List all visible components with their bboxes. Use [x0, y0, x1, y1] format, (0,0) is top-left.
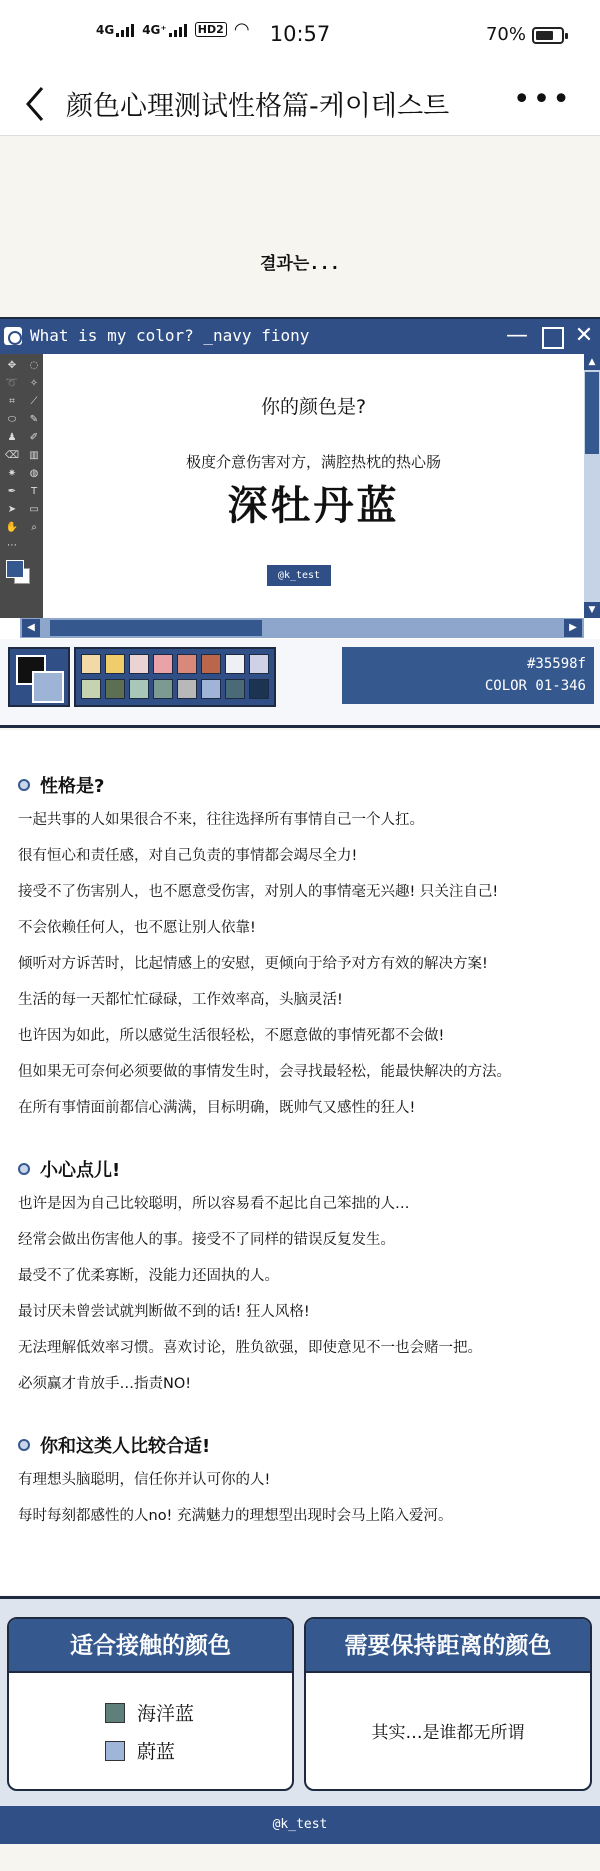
dodge-tool-icon[interactable]: ◍: [29, 468, 39, 479]
color-code: COLOR 01-346: [484, 678, 586, 694]
color-info: [342, 647, 594, 704]
maximize-icon[interactable]: [537, 323, 565, 349]
text-line: 不会依赖任何人，也不愿让别人依靠!: [18, 920, 256, 936]
section-heading: 你和这类人比较合适!: [40, 1436, 211, 1457]
palette-swatch[interactable]: [105, 654, 125, 674]
section-heading: 性格是?: [40, 776, 105, 797]
palette-swatch[interactable]: [201, 679, 221, 699]
palette-swatch[interactable]: [129, 654, 149, 674]
text-line: 很有恒心和责任感，对自己负责的事情都会竭尽全力!: [18, 848, 358, 864]
text-line: 但如果无可奈何必须要做的事情发生时，会寻找最轻松，能最快解决的方法。: [18, 1064, 511, 1080]
card-title: 需要保持距离的颜色: [306, 1619, 590, 1673]
text-line: 最讨厌未曾尝试就判断做不到的话! 狂人风格!: [18, 1304, 310, 1320]
zoom-tool-icon[interactable]: ⌕: [31, 522, 37, 533]
section-heading: 小心点儿!: [40, 1160, 121, 1181]
window-titlebar: [0, 319, 600, 354]
text-tool-icon[interactable]: T: [30, 486, 38, 497]
gradient-tool-icon[interactable]: ▥: [29, 450, 39, 461]
scroll-right-icon[interactable]: ▶: [564, 619, 582, 637]
text-line: 生活的每一天都忙忙碌碌，工作效率高，头脑灵活!: [18, 992, 343, 1008]
footer-tag: @k_test: [0, 1806, 600, 1844]
palette-swatch[interactable]: [81, 679, 101, 699]
palette-swatch[interactable]: [153, 679, 173, 699]
lasso-tool-icon[interactable]: ➰: [5, 378, 19, 389]
scroll-up-icon[interactable]: ▲: [584, 354, 600, 370]
text-line: 最受不了优柔寡断，没能力还固执的人。: [18, 1268, 279, 1284]
eraser-tool-icon[interactable]: ⌫: [4, 450, 20, 461]
blur-tool-icon[interactable]: ✷: [7, 468, 17, 479]
select-tool-icon[interactable]: ◌: [29, 360, 39, 371]
text-line: 也许因为如此，所以感觉生活很轻松，不愿意做的事情死都不会做!: [18, 1028, 445, 1044]
brush-tool-icon[interactable]: ✎: [29, 414, 39, 425]
app-icon: [4, 327, 22, 345]
text-line: 无法理解低效率习惯。喜欢讨论，胜负欲强，即使意见不一也会赌一把。: [18, 1340, 482, 1356]
path-tool-icon[interactable]: ➤: [7, 504, 17, 515]
bullet-icon: [18, 1439, 30, 1451]
result-window: [0, 317, 600, 726]
bullet-icon: [18, 1163, 30, 1175]
card-title: 适合接触的颜色: [9, 1619, 292, 1673]
text-line: 在所有事情面前都信心满满，目标明确，既帅气又感性的狂人!: [18, 1100, 416, 1116]
result-color-name: 深牡丹蓝: [227, 483, 400, 529]
close-icon[interactable]: ✕: [574, 323, 594, 348]
palette-swatch[interactable]: [129, 679, 149, 699]
selected-colors: [8, 647, 70, 707]
palette-swatch[interactable]: [249, 679, 269, 699]
back-icon[interactable]: [18, 80, 52, 128]
vertical-scroll-thumb[interactable]: [585, 372, 599, 454]
shape-tool-icon[interactable]: ⬭: [7, 414, 17, 425]
text-line: 经常会做出伤害他人的事。接受不了同样的错误反复发生。: [18, 1232, 395, 1248]
palette-swatch[interactable]: [153, 654, 173, 674]
palette-swatch[interactable]: [201, 654, 221, 674]
intro-area: [0, 137, 600, 317]
wand-tool-icon[interactable]: ✧: [29, 378, 39, 389]
network-label: 4G: [96, 23, 115, 37]
vertical-scrollbar[interactable]: [584, 354, 600, 618]
result-question: 你的颜色是?: [260, 396, 367, 418]
history-tool-icon[interactable]: ✐: [29, 432, 39, 443]
text-line: 有理想头脑聪明，信任你并认可你的人!: [18, 1472, 271, 1488]
scroll-left-icon[interactable]: ◀: [22, 619, 40, 637]
secondary-color-swatch[interactable]: [32, 671, 64, 703]
color-name: 蔚蓝: [137, 1741, 176, 1763]
color-name: 海洋蓝: [137, 1703, 195, 1725]
nav-bar: [0, 72, 600, 136]
intro-text: 결과는...: [260, 254, 340, 274]
bad-colors-card: [304, 1617, 592, 1791]
more-icon[interactable]: •••: [512, 82, 572, 117]
text-line: 接受不了伤害别人，也不愿意受伤害，对别人的事情毫无兴趣! 只关注自己!: [18, 884, 499, 900]
card-text: 其实…是谁都无所谓: [371, 1723, 525, 1743]
pen-tool-icon[interactable]: ✒: [7, 486, 17, 497]
foreground-color-swatch[interactable]: [6, 560, 24, 578]
color-match-area: [0, 1596, 600, 1806]
palette-swatch[interactable]: [249, 654, 269, 674]
color-swatch: [105, 1741, 125, 1761]
palette-bar: [0, 639, 600, 728]
clock: 10:57: [269, 22, 331, 46]
battery-percent: 70%: [485, 24, 526, 45]
crop-tool-icon[interactable]: ⌗: [9, 396, 15, 407]
page-title: 颜色心理测试性格篇-케이테스트: [66, 91, 450, 122]
text-line: 每时每刻都感性的人no! 充满魅力的理想型出现时会马上陷入爱河。: [18, 1508, 453, 1524]
section-match: [18, 1430, 452, 1534]
canvas: [43, 354, 584, 618]
palette-swatch[interactable]: [225, 654, 245, 674]
network-label: 4G⁺: [142, 23, 167, 37]
move-tool-icon[interactable]: ✥: [7, 360, 17, 371]
section-caution: [18, 1154, 482, 1402]
palette-swatch[interactable]: [225, 679, 245, 699]
battery-icon: [532, 27, 564, 44]
text-line: 倾听对方诉苦时，比起情感上的安慰，更倾向于给予对方有效的解决方案!: [18, 956, 488, 972]
horizontal-scrollbar[interactable]: [20, 618, 584, 638]
status-bar: [0, 0, 600, 72]
result-description: 极度介意伤害对方，满腔热枕的热心肠: [185, 453, 441, 471]
result-content: [0, 730, 600, 1595]
stamp-tool-icon[interactable]: ♟: [7, 432, 17, 443]
wifi-icon: ◠: [234, 19, 249, 40]
hand-tool-icon[interactable]: ✋: [5, 522, 19, 533]
color-swatch: [105, 1703, 125, 1723]
palette-swatch[interactable]: [105, 679, 125, 699]
text-line: 一起共事的人如果很合不来，往往选择所有事情自己一个人扛。: [18, 812, 424, 828]
section-personality: [18, 770, 511, 1126]
eyedropper-tool-icon[interactable]: ⟋: [30, 396, 38, 407]
minimize-icon[interactable]: —: [506, 323, 528, 348]
hex-code: #35598f: [526, 656, 586, 672]
window-title: What is my color? _navy fiony: [30, 326, 310, 345]
good-color-item: [105, 1699, 194, 1726]
canvas-tag: @k_test: [267, 565, 331, 586]
rect-tool-icon[interactable]: ▭: [29, 504, 39, 515]
color-palette: [74, 647, 276, 707]
palette-swatch[interactable]: [81, 654, 101, 674]
horizontal-scroll-thumb[interactable]: [50, 620, 262, 636]
scroll-down-icon[interactable]: ▼: [584, 602, 600, 618]
bullet-icon: [18, 779, 30, 791]
good-colors-card: [7, 1617, 294, 1791]
good-color-item: [105, 1737, 175, 1764]
more-tools-icon[interactable]: ⋯: [7, 540, 17, 551]
palette-swatch[interactable]: [177, 654, 197, 674]
palette-swatch[interactable]: [177, 679, 197, 699]
text-line: 也许是因为自己比较聪明，所以容易看不起比自己笨拙的人…: [18, 1196, 410, 1212]
toolbox: [0, 354, 43, 618]
hd-badge: HD2: [195, 22, 227, 37]
text-line: 必须赢才肯放手…指责NO!: [18, 1376, 192, 1392]
page-bottom-space: [0, 1844, 600, 1871]
